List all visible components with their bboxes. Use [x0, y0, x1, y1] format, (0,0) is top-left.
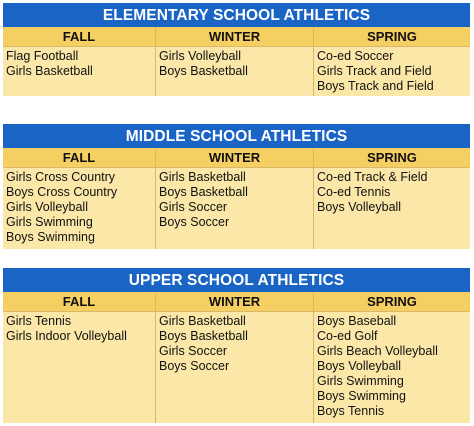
upper-winter-column — [155, 292, 313, 423]
sport-item: Boys Volleyball — [317, 359, 402, 373]
upper-fall-column — [3, 292, 155, 423]
sport-item: Girls Cross Country — [6, 170, 116, 184]
sport-item: Boys Swimming — [6, 230, 95, 244]
column-header-winter: WINTER — [156, 148, 313, 168]
sport-item: Girls Tennis — [6, 314, 72, 328]
column-header-spring: SPRING — [314, 27, 470, 47]
sport-item: Girls Beach Volleyball — [317, 344, 438, 358]
middle-winter-column — [155, 148, 313, 249]
column-header-winter: WINTER — [156, 27, 313, 47]
sport-item: Girls Swimming — [317, 374, 404, 388]
upper-athletics-table — [3, 268, 470, 423]
sport-item: Girls Basketball — [159, 314, 246, 328]
sport-item: Girls Volleyball — [6, 200, 88, 214]
column-header-fall: FALL — [3, 292, 155, 312]
sport-item: Girls Track and Field — [317, 64, 432, 78]
sport-item: Boys Cross Country — [6, 185, 118, 199]
column-header-spring: SPRING — [314, 148, 470, 168]
sport-item: Co-ed Tennis — [317, 185, 391, 199]
elementary-athletics-table — [3, 3, 470, 96]
elementary-spring-column — [313, 27, 470, 96]
sport-item: Boys Soccer — [159, 359, 230, 373]
sport-item: Boys Tennis — [317, 404, 385, 418]
column-header-spring: SPRING — [314, 292, 470, 312]
sport-item: Boys Baseball — [317, 314, 397, 328]
column-header-winter: WINTER — [156, 292, 313, 312]
sport-item: Boys Soccer — [159, 215, 230, 229]
sport-item: Boys Basketball — [159, 329, 248, 343]
middle-title: MIDDLE SCHOOL ATHLETICS — [3, 124, 470, 148]
column-header-fall: FALL — [3, 27, 155, 47]
sport-item: Boys Swimming — [317, 389, 406, 403]
sport-item: Co-ed Soccer — [317, 49, 394, 63]
elementary-winter-column — [155, 27, 313, 96]
middle-fall-column — [3, 148, 155, 249]
sport-item: Co-ed Track & Field — [317, 170, 428, 184]
upper-spring-column — [313, 292, 470, 423]
elementary-title: ELEMENTARY SCHOOL ATHLETICS — [3, 3, 470, 27]
sport-item: Girls Basketball — [159, 170, 246, 184]
sport-item: Girls Swimming — [6, 215, 93, 229]
elementary-fall-column — [3, 27, 155, 96]
middle-spring-column — [313, 148, 470, 249]
sport-item: Girls Soccer — [159, 344, 228, 358]
sport-item: Girls Basketball — [6, 64, 93, 78]
middle-athletics-table — [3, 124, 470, 249]
sport-item: Boys Volleyball — [317, 200, 402, 214]
column-header-fall: FALL — [3, 148, 155, 168]
sport-item: Co-ed Golf — [317, 329, 378, 343]
sport-item: Boys Track and Field — [317, 79, 434, 93]
sport-item: Boys Basketball — [159, 64, 248, 78]
sport-item: Girls Volleyball — [159, 49, 241, 63]
upper-title: UPPER SCHOOL ATHLETICS — [3, 268, 470, 292]
sport-item: Girls Soccer — [159, 200, 228, 214]
sport-item: Boys Basketball — [159, 185, 248, 199]
sport-item: Girls Indoor Volleyball — [6, 329, 127, 343]
sport-item: Flag Football — [6, 49, 79, 63]
